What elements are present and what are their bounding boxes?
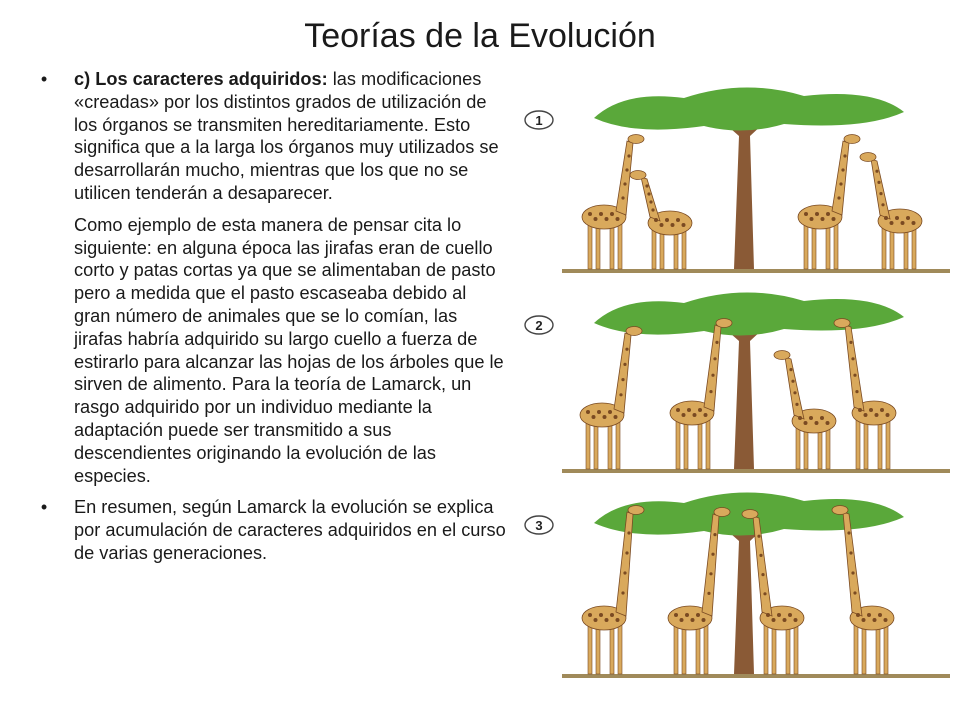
panel-number: 3 xyxy=(535,518,543,533)
panel-number-badge xyxy=(525,111,553,129)
giraffe xyxy=(774,351,836,470)
giraffe xyxy=(580,327,642,470)
ground-line xyxy=(562,674,950,678)
slide-title: Teorías de la Evolución xyxy=(304,17,656,55)
ground-line xyxy=(562,269,950,273)
giraffe xyxy=(834,319,896,470)
giraffe-evolution-illustration xyxy=(522,80,952,690)
slide-body xyxy=(36,68,506,574)
giraffe xyxy=(832,506,894,675)
giraffe xyxy=(582,135,644,270)
paragraph-summary xyxy=(36,496,506,564)
panel-number-badge xyxy=(525,516,553,534)
giraffe xyxy=(860,153,922,270)
illustration-panel-2 xyxy=(525,292,950,473)
panel-number: 1 xyxy=(535,113,543,128)
giraffe xyxy=(798,135,860,270)
paragraph-lamarck-inheritance xyxy=(36,68,506,205)
paragraph-text: las modificaciones «creadas» por los distintos grados de utilización de los órganos se transmiten hereditariamente. Esto significa que a la larga los órganos muy utilizados se desarrollarán mucho, mientras que los que no se utilicen tenderán a desaparecer. xyxy=(74,69,499,203)
panel-number: 2 xyxy=(535,318,543,333)
paragraph-text: Como ejemplo de esta manera de pensar cita lo siguiente: en alguna época las jirafas eran de cuello corto y patas cortas ya que se alimentaban de pasto pero a medida que el pasto escaseaba debido al gran número de animales que se lo comían, las jirafas habría adquirido su largo cuello a fuerza de estirarlo para alcanzar las hojas de los árboles que le sirven de alimento. Para la teoría de Lamarck, un rasgo adquirido por un individuo mediante la adaptación puede ser transmitido a sus descendientes originando la evolución de las especies. xyxy=(74,214,504,486)
bullet-marker: • xyxy=(40,69,48,89)
giraffe xyxy=(630,171,692,270)
paragraph-giraffe-example xyxy=(36,214,506,488)
paragraph-text: En resumen, según Lamarck la evolución se explica por acumulación de caracteres adquiridos en el curso de varias generaciones. xyxy=(74,497,506,563)
panel-number-badge xyxy=(525,316,553,334)
paragraph-lead: c) Los caracteres adquiridos: xyxy=(74,69,328,89)
ground-line xyxy=(562,469,950,473)
illustration-panel-1 xyxy=(525,87,950,273)
bullet-marker: • xyxy=(40,497,48,518)
illustration-panel-3 xyxy=(525,492,950,678)
giraffe xyxy=(670,319,732,470)
